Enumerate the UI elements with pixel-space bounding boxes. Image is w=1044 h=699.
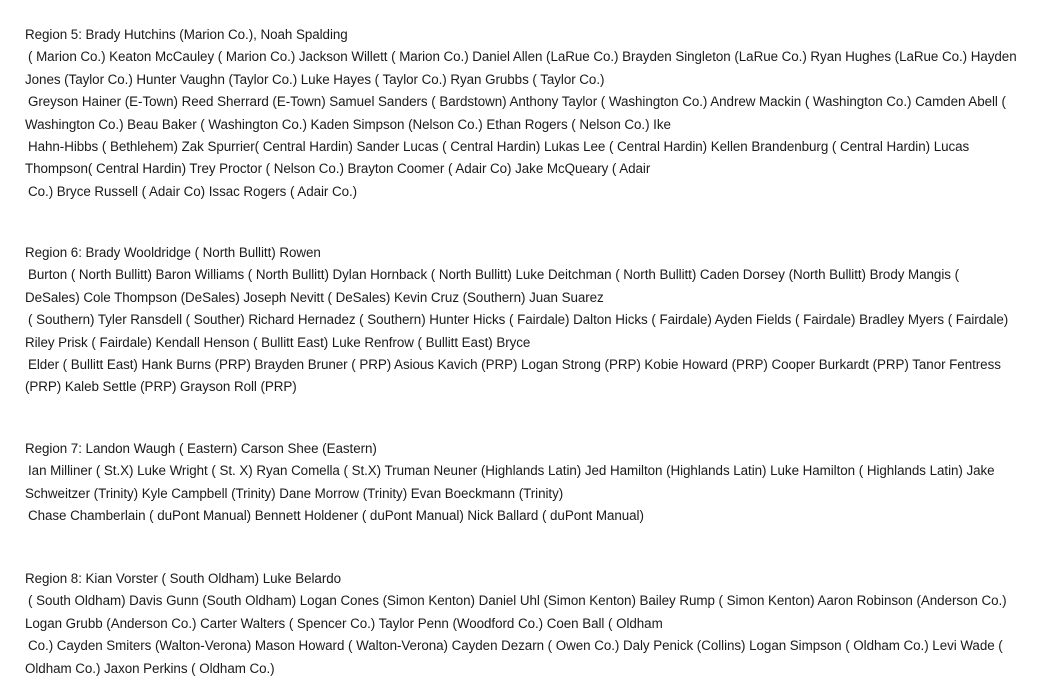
region-7-heading-line: Region 7: Landon Waugh ( Eastern) Carson Shee (Eastern) bbox=[25, 441, 377, 456]
region-6-line: Elder ( Bullitt East) Hank Burns (PRP) Brayden Bruner ( PRP) Asious Kavich (PRP) Logan Strong (PRP) Kobie Howard (PRP) Cooper Burkardt (PRP) Tanor Fentress bbox=[28, 356, 1001, 372]
region-5-line: ( Marion Co.) Keaton McCauley ( Marion Co.) Jackson Willett ( Marion Co.) Daniel Allen (LaRue Co.) Brayden Singleton (LaRue Co.) Ryan Hughes (LaRue Co.) Hayden bbox=[28, 49, 1017, 65]
region-6-roster bbox=[25, 242, 1025, 399]
region-5-line: Co.) Bryce Russell ( Adair Co) Issac Rogers ( Adair Co.) bbox=[28, 183, 358, 199]
region-8-roster bbox=[25, 568, 1025, 680]
region-5-line: Jones (Taylor Co.) Hunter Vaughn (Taylor Co.) Luke Hayes ( Taylor Co.) Ryan Grubbs ( Taylor Co.) bbox=[25, 71, 605, 87]
region-6-line: (PRP) Kaleb Settle (PRP) Grayson Roll (PRP) bbox=[25, 379, 297, 395]
region-6-line: Riley Prisk ( Fairdale) Kendall Henson ( Bullitt East) Luke Renfrow ( Bullitt East) Bryce bbox=[25, 334, 531, 350]
region-5-line: Thompson( Central Hardin) Trey Proctor ( Nelson Co.) Brayton Coomer ( Adair Co) Jake McQueary ( Adair bbox=[25, 161, 651, 177]
region-6-line: DeSales) Cole Thompson (DeSales) Joseph Nevitt ( DeSales) Kevin Cruz (Southern) Juan Suarez bbox=[25, 289, 604, 305]
region-5-roster bbox=[25, 24, 1025, 203]
region-8-line: Co.) Cayden Smiters (Walton-Verona) Mason Howard ( Walton-Verona) Cayden Dezarn ( Owen Co.) Daly Penick (Collins) Logan Simpson ( Oldham Co.) Levi Wade ( bbox=[28, 638, 1003, 654]
region-5-line: Hahn-Hibbs ( Bethlehem) Zak Spurrier( Central Hardin) Sander Lucas ( Central Hardin) Lukas Lee ( Central Hardin) Kellen Brandenburg ( Central Hardin) Lucas bbox=[28, 138, 970, 154]
region-7-line: Chase Chamberlain ( duPont Manual) Bennett Holdener ( duPont Manual) Nick Ballard ( duPont Manual) bbox=[28, 508, 644, 524]
region-8-line: Logan Grubb (Anderson Co.) Carter Walters ( Spencer Co.) Taylor Penn (Woodford Co.) Coen Ball ( Oldham bbox=[25, 615, 663, 631]
region-8-line: Oldham Co.) Jaxon Perkins ( Oldham Co.) bbox=[25, 660, 275, 676]
region-8-heading-line: Region 8: Kian Vorster ( South Oldham) Luke Belardo bbox=[25, 571, 342, 586]
region-6-line: Burton ( North Bullitt) Baron Williams ( North Bullitt) Dylan Hornback ( North Bullitt) Luke Deitchman ( North Bullitt) Caden Dorsey (North Bullitt) Brody Mangis ( bbox=[28, 267, 959, 283]
region-5-line: Greyson Hainer (E-Town) Reed Sherrard (E-Town) Samuel Sanders ( Bardstown) Anthony Taylor ( Washington Co.) Andrew Mackin ( Washington Co.) Camden Abell ( bbox=[28, 94, 1006, 110]
region-7-line: Ian Milliner ( St.X) Luke Wright ( St. X) Ryan Comella ( St.X) Truman Neuner (Highlands Latin) Jed Hamilton (Highlands Latin) Luke Hamilton ( Highlands Latin) Jake bbox=[28, 463, 995, 479]
region-6-line: ( Southern) Tyler Ransdell ( Souther) Richard Hernadez ( Southern) Hunter Hicks ( Fairdale) Dalton Hicks ( Fairdale) Ayden Fields ( Fairdale) Bradley Myers ( Fairdale) bbox=[28, 312, 1009, 328]
region-8-line: ( South Oldham) Davis Gunn (South Oldham) Logan Cones (Simon Kenton) Daniel Uhl (Simon Kenton) Bailey Rump ( Simon Kenton) Aaron Robinson (Anderson Co.) bbox=[28, 593, 1007, 609]
region-5-line: Washington Co.) Beau Baker ( Washington Co.) Kaden Simpson (Nelson Co.) Ethan Rogers ( Nelson Co.) Ike bbox=[25, 116, 671, 132]
region-7-line: Schweitzer (Trinity) Kyle Campbell (Trinity) Dane Morrow (Trinity) Evan Boeckmann (Trinity) bbox=[25, 485, 564, 501]
region-5-heading-line: Region 5: Brady Hutchins (Marion Co.), Noah Spalding bbox=[25, 27, 348, 42]
region-7-roster bbox=[25, 438, 1025, 528]
region-6-heading-line: Region 6: Brady Wooldridge ( North Bullitt) Rowen bbox=[25, 245, 321, 260]
